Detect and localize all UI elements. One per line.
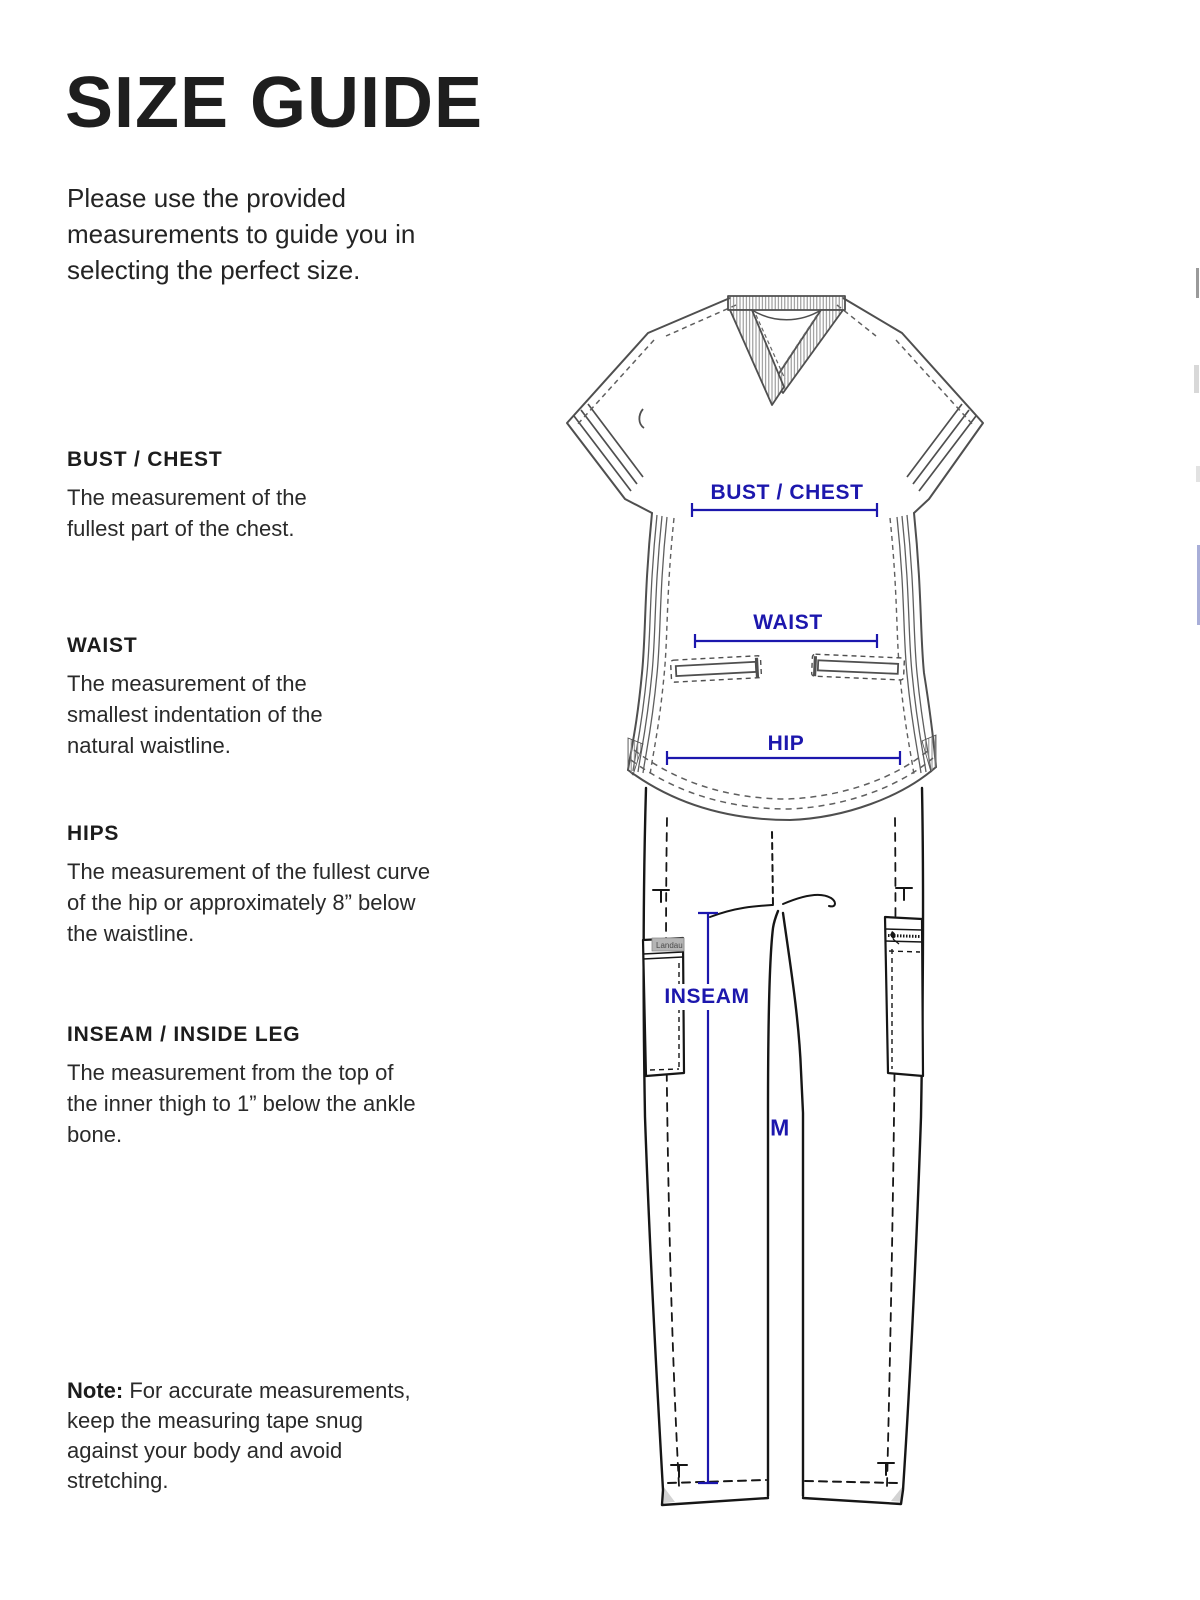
- scrub-pants-drawing: [643, 788, 923, 1505]
- note-label: Note:: [67, 1378, 124, 1403]
- intro-text: Please use the provided measurements to guide you in selecting the perfect size.: [67, 183, 416, 285]
- definition-body: The measurement from the top of the inner thigh to 1” below the ankle bone.: [67, 1060, 416, 1147]
- definition-hips: [67, 822, 447, 949]
- definition-body: The measurement of the fullest part of the chest.: [67, 485, 307, 541]
- edge-artifact: [1194, 365, 1199, 393]
- bust-measure-label: BUST / CHEST: [710, 481, 864, 504]
- definition-heading: WAIST: [67, 634, 138, 657]
- definition-heading: BUST / CHEST: [67, 448, 223, 471]
- definition-heading: HIPS: [67, 822, 120, 845]
- definition-bust-chest: [67, 448, 352, 544]
- waist-measure-label: WAIST: [753, 611, 823, 634]
- definition-body: The measurement of the smallest indentation of the natural waistline.: [67, 671, 323, 758]
- cargo-pocket-right: [885, 917, 923, 1076]
- garment-diagram-svg: [540, 283, 1000, 1523]
- size-marker-label: M: [770, 1114, 790, 1141]
- hip-measure-label: HIP: [767, 732, 805, 755]
- definition-body: The measurement of the fullest curve of the hip or approximately 8” below the waistline.: [67, 859, 431, 946]
- page-title: SIZE GUIDE: [65, 63, 484, 143]
- measurement-note: [67, 1376, 412, 1496]
- welt-pocket-left: [670, 656, 761, 683]
- definition-waist: [67, 634, 377, 761]
- welt-pocket-right: [812, 654, 905, 680]
- definition-inseam: [67, 1023, 427, 1150]
- note-text: For accurate measurements, keep the measuring tape snug against your body and avoid stretching.: [67, 1378, 411, 1493]
- garment-diagram: [540, 283, 1000, 1523]
- pocket-brand-label: Landau: [656, 941, 683, 950]
- inseam-measure-label: INSEAM: [659, 984, 754, 1010]
- edge-artifact: [1196, 466, 1200, 482]
- definition-heading: INSEAM / INSIDE LEG: [67, 1023, 301, 1046]
- edge-artifact: [1196, 268, 1199, 298]
